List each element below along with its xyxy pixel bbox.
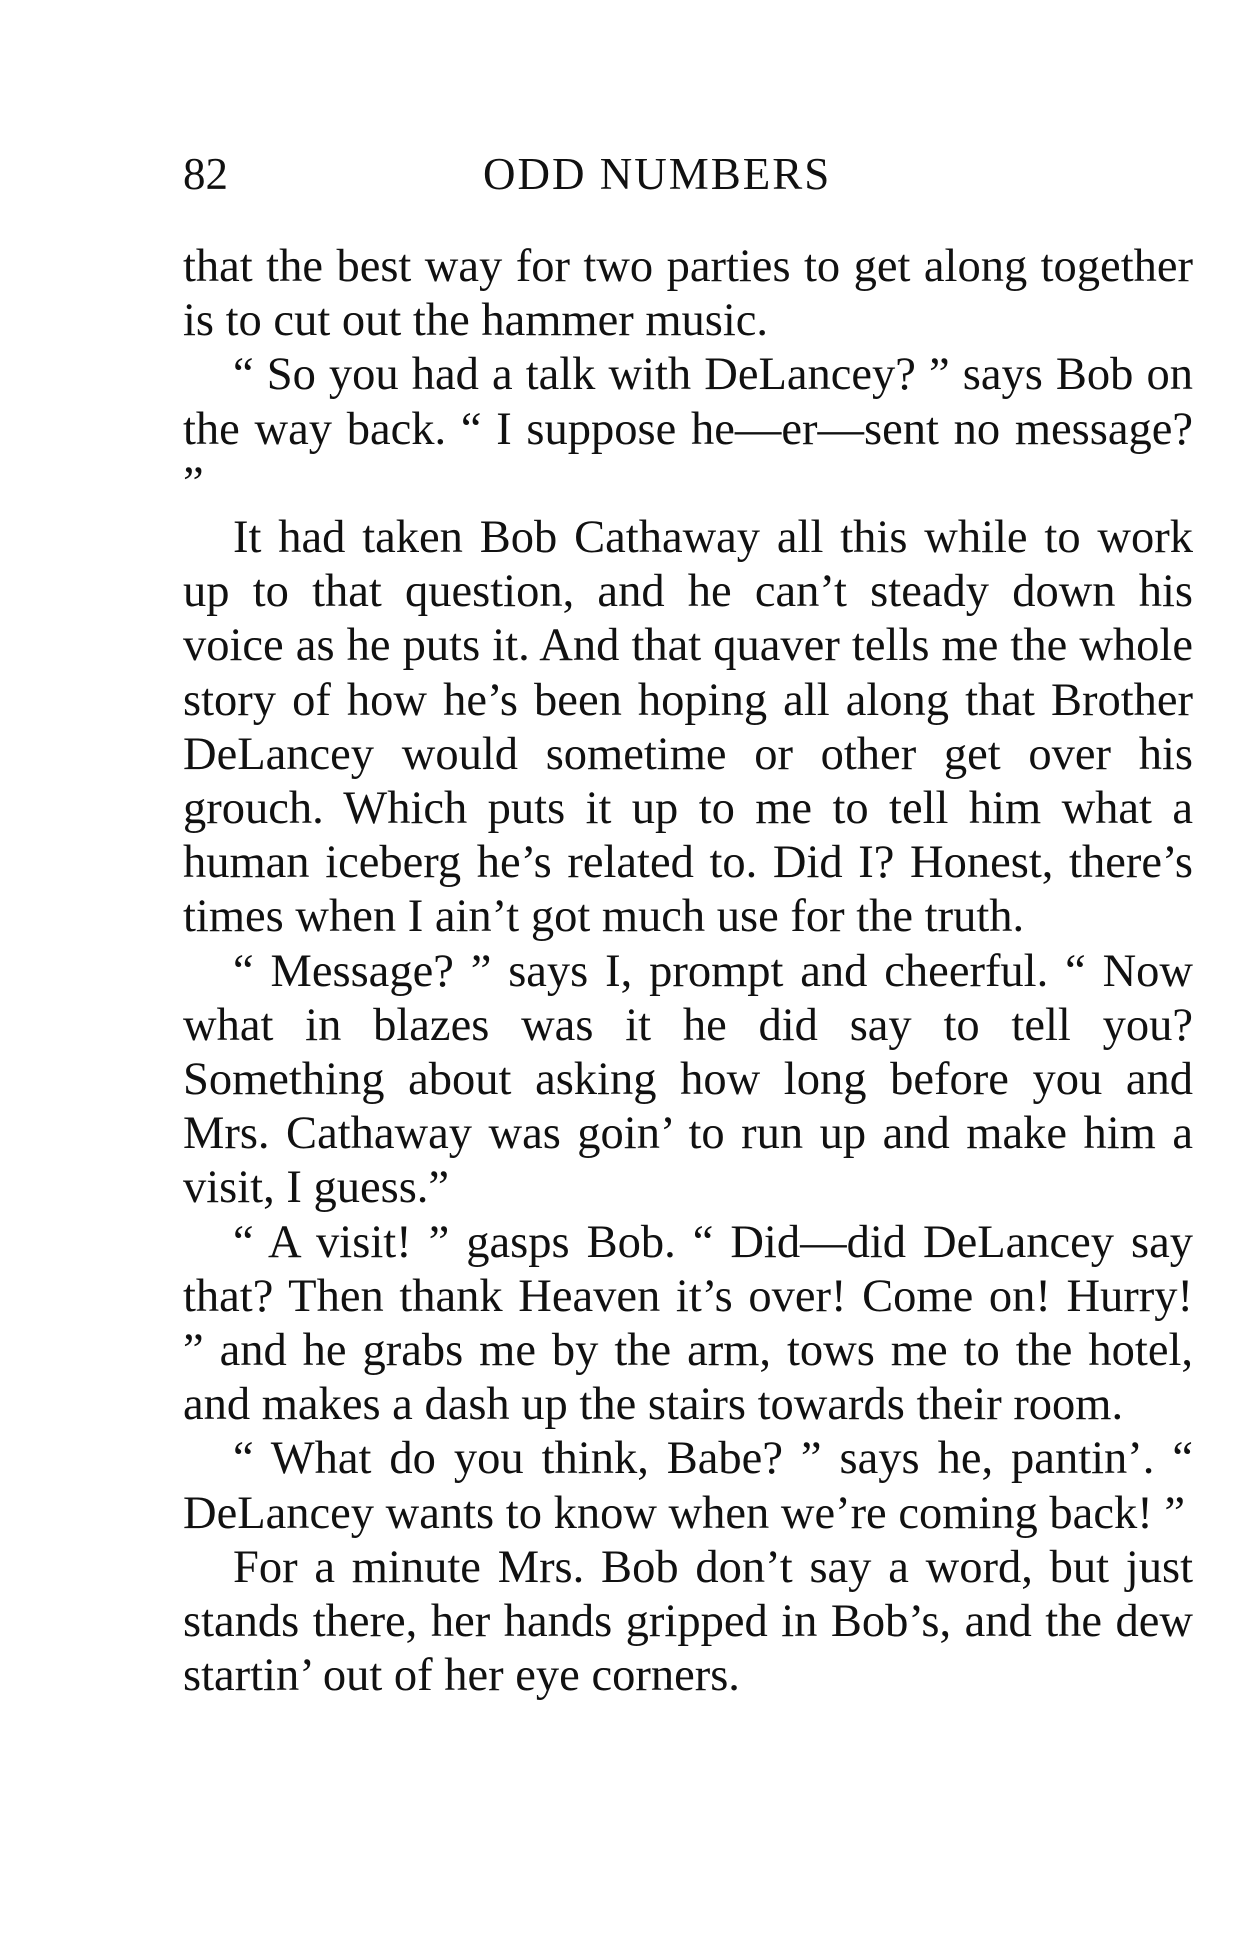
page-header: [183, 148, 1193, 208]
paragraph-babe: “ What do you think, Babe? ” says he, pantin’. “ DeLancey wants to know when we’re coming back! ”: [183, 1433, 1193, 1539]
paragraph-bob-quaver: It had taken Bob Cathaway all this while to work up to that question, and he can’t steady down his voice as he puts it. And that quaver tells me the whole story of how he’s been hoping all along that Brother DeLancey would sometime or other get over his grouch. Which puts it up to me to tell him what a human iceberg he’s related to. Did I? Honest, there’s times when I ain’t got much use for the truth.: [183, 512, 1193, 943]
paragraph-message: “ Message? ” says I, prompt and cheerful. “ Now what in blazes was it he did say to tell you? Something about asking how long before you and Mrs. Cathaway was goin’ to run up and make him a visit, I guess.”: [183, 945, 1193, 1214]
page-number: 82: [183, 149, 228, 199]
running-head: ODD NUMBERS: [483, 149, 832, 199]
paragraph-continuation: that the best way for two parties to get along together is to cut out the hammer music.: [183, 241, 1193, 347]
paragraph-a-visit: “ A visit! ” gasps Bob. “ Did—did DeLancey say that? Then thank Heaven it’s over! Come on! Hurry! ” and he grabs me by the arm, tows me to the hotel, and makes a dash up the stairs towards their room.: [183, 1216, 1193, 1431]
paragraph-mrs-bob: For a minute Mrs. Bob don’t say a word, but just stands there, her hands gripped in Bob’s, and the dew startin’ out of her eye corners.: [183, 1541, 1193, 1702]
paragraph-delancey-question: “ So you had a talk with DeLancey? ” says Bob on the way back. “ I suppose he—er—sent no message? ”: [183, 349, 1193, 509]
body-text: [183, 240, 1193, 1703]
